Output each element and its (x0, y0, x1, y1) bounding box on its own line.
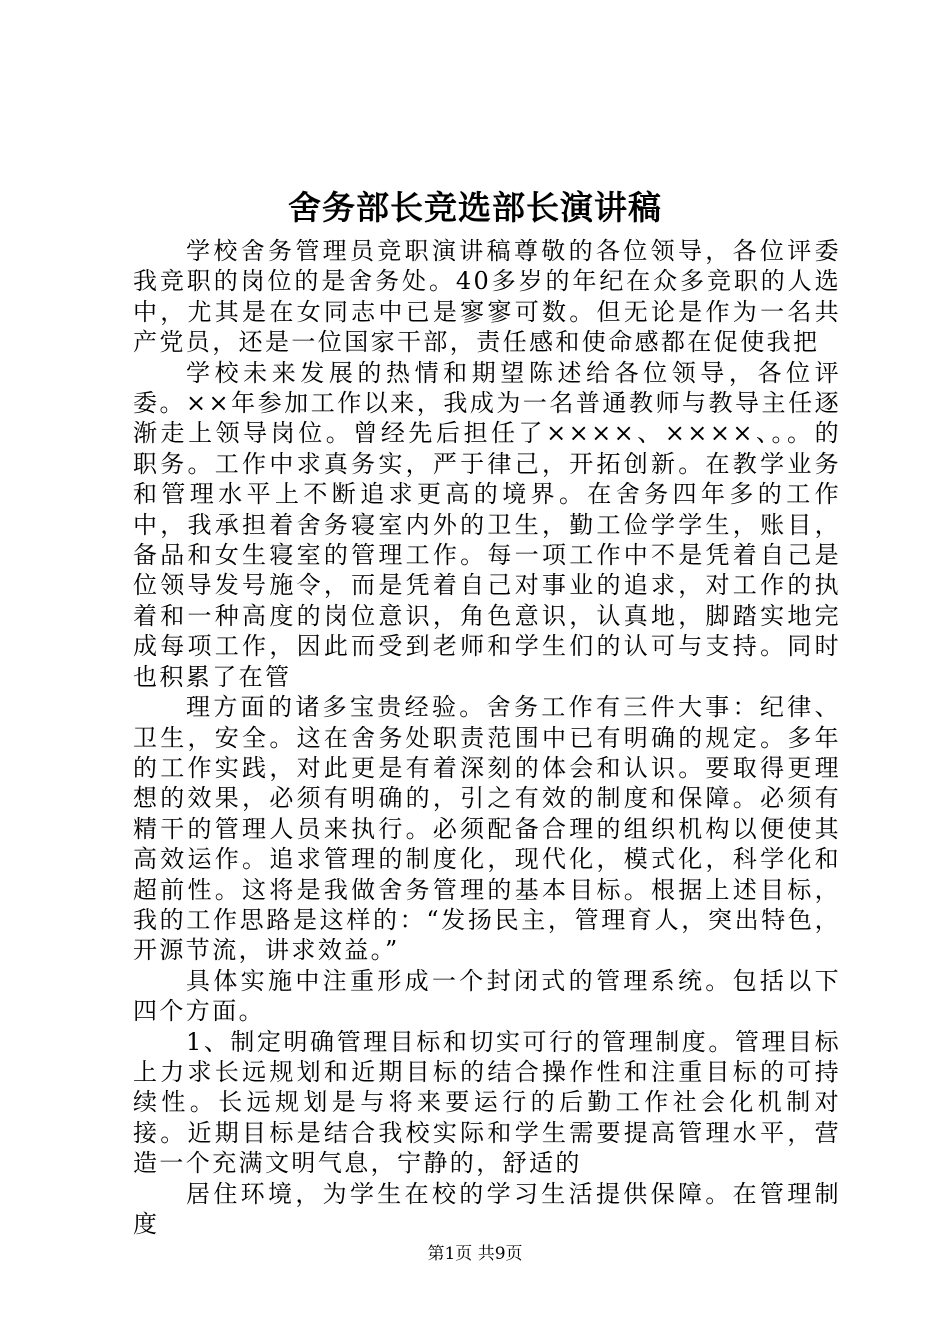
paragraph-3: 理方面的诸多宝贵经验。舍务工作有三件大事：纪律、卫生，安全。这在舍务处职责范围中已有明确的规定。多年的工作实践，对此更是有着深刻的体会和认识。要取得更理想的效果，必须有明确的，引之有效的制度和保障。必须有精干的管理人员来执行。必须配备合理的组织机构以便使其高效运作。追求管理的制度化，现代化，模式化，科学化和超前性。这将是我做舍务管理的基本目标。根据上述目标，我的工作思路是这样的：“发扬民主，管理育人，突出特色，开源节流，讲求效益。” (133, 693, 841, 965)
document-body (133, 236, 841, 1239)
paragraph-4: 具体实施中注重形成一个封闭式的管理系统。包括以下四个方面。 (133, 966, 841, 1026)
paragraph-1: 学校舍务管理员竞职演讲稿尊敬的各位领导，各位评委我竞职的岗位的是舍务处。40多岁的年纪在众多竞职的人选中，尤其是在女同志中已是寥寥可数。但无论是作为一名共产党员，还是一位国家干部，责任感和使命感都在促使我把 (133, 237, 841, 357)
page-number-footer: 第1页 共9页 (427, 1244, 523, 1264)
paragraph-5: 1、制定明确管理目标和切实可行的管理制度。管理目标上力求长远规划和近期目标的结合操作性和注重目标的可持续性。长远规划是与将来要运行的后勤工作社会化机制对接。近期目标是结合我校实际和学生需要提高管理水平，营造一个充满文明气息，宁静的，舒适的 (133, 1027, 841, 1178)
paragraph-6: 居住环境，为学生在校的学习生活提供保障。在管理制度 (133, 1179, 841, 1238)
document-title: 舍务部长竞选部长演讲稿 (288, 188, 662, 227)
paragraph-2: 学校未来发展的热情和期望陈述给各位领导，各位评委。××年参加工作以来，我成为一名普通教师与教导主任逐渐走上领导岗位。曾经先后担任了××××、××××、。。的职务。工作中求真务实，严于律己，开拓创新。在教学业务和管理水平上不断追求更高的境界。在舍务四年多的工作中，我承担着舍务寝室内外的卫生，勤工俭学学生，账目，备品和女生寝室的管理工作。每一项工作中不是凭着自己是位领导发号施令，而是凭着自己对事业的追求，对工作的执着和一种高度的岗位意识，角色意识，认真地，脚踏实地完成每项工作，因此而受到老师和学生们的认可与支持。同时也积累了在管 (133, 358, 841, 691)
